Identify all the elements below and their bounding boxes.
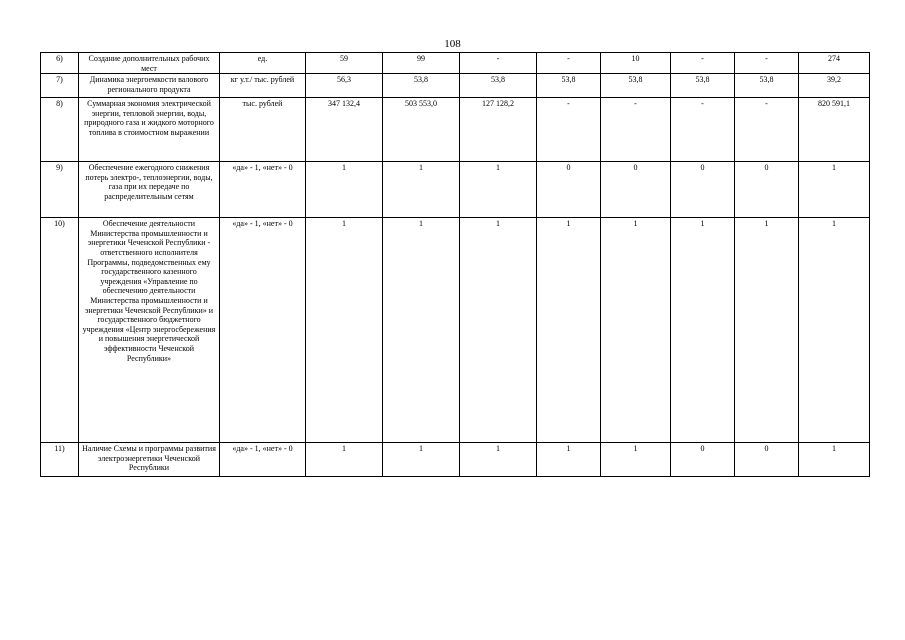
value-cell: 820 591,1: [799, 98, 870, 162]
table-row: [41, 53, 870, 74]
value-cell: 10: [601, 53, 671, 74]
row-number-cell: 8): [41, 98, 79, 162]
value-cell: 53,8: [601, 74, 671, 98]
value-cell: 1: [460, 162, 537, 218]
value-cell: 1: [671, 218, 735, 443]
value-cell: 1: [306, 443, 383, 477]
row-number-cell: 6): [41, 53, 79, 74]
row-number-cell: 10): [41, 218, 79, 443]
value-cell: 1: [601, 218, 671, 443]
value-cell: 503 553,0: [383, 98, 460, 162]
table-row: [41, 162, 870, 218]
value-cell: 1: [306, 162, 383, 218]
table-row: [41, 74, 870, 98]
value-cell: 1: [799, 443, 870, 477]
value-cell: -: [735, 53, 799, 74]
row-number-cell: 9): [41, 162, 79, 218]
value-cell: 1: [383, 443, 460, 477]
table-row: [41, 218, 870, 443]
value-cell: 127 128,2: [460, 98, 537, 162]
value-cell: -: [671, 98, 735, 162]
indicator-name-cell: Наличие Схемы и программы развития электроэнергетики Чеченской Республики: [79, 443, 220, 477]
row-number-cell: 11): [41, 443, 79, 477]
value-cell: 53,8: [460, 74, 537, 98]
value-cell: 53,8: [735, 74, 799, 98]
value-cell: 0: [601, 162, 671, 218]
table-row: [41, 98, 870, 162]
unit-cell: тыс. рублей: [220, 98, 306, 162]
value-cell: 1: [306, 218, 383, 443]
unit-cell: кг у.т./ тыс. рублей: [220, 74, 306, 98]
value-cell: 1: [383, 162, 460, 218]
value-cell: 1: [799, 218, 870, 443]
value-cell: 99: [383, 53, 460, 74]
unit-cell: «да» - 1, «нет» - 0: [220, 443, 306, 477]
row-number-cell: 7): [41, 74, 79, 98]
indicator-name-cell: Динамика энергоемкости валового регионального продукта: [79, 74, 220, 98]
value-cell: 1: [799, 162, 870, 218]
value-cell: 53,8: [383, 74, 460, 98]
indicator-name-cell: Обеспечение ежегодного снижения потерь электро-, теплоэнергии, воды, газа при их передаче по распределительным сетям: [79, 162, 220, 218]
value-cell: 274: [799, 53, 870, 74]
indicator-name-cell: Суммарная экономия электрической энергии, тепловой энергии, воды, природного газа и жидкого моторного топлива в стоимостном выражении: [79, 98, 220, 162]
value-cell: 1: [537, 443, 601, 477]
value-cell: 1: [460, 443, 537, 477]
value-cell: 39,2: [799, 74, 870, 98]
unit-cell: ед.: [220, 53, 306, 74]
value-cell: 0: [537, 162, 601, 218]
value-cell: 1: [460, 218, 537, 443]
value-cell: -: [601, 98, 671, 162]
value-cell: 59: [306, 53, 383, 74]
value-cell: 53,8: [671, 74, 735, 98]
table-row: [41, 443, 870, 477]
value-cell: -: [735, 98, 799, 162]
page-number: 108: [444, 38, 461, 50]
indicators-table: [40, 52, 870, 477]
value-cell: -: [671, 53, 735, 74]
indicator-name-cell: Создание дополнительных рабочих мест: [79, 53, 220, 74]
value-cell: 347 132,4: [306, 98, 383, 162]
value-cell: -: [460, 53, 537, 74]
value-cell: 56,3: [306, 74, 383, 98]
value-cell: 1: [383, 218, 460, 443]
unit-cell: «да» - 1, «нет» - 0: [220, 162, 306, 218]
value-cell: 0: [735, 162, 799, 218]
value-cell: 0: [735, 443, 799, 477]
value-cell: 0: [671, 162, 735, 218]
value-cell: -: [537, 53, 601, 74]
value-cell: 0: [671, 443, 735, 477]
value-cell: 1: [601, 443, 671, 477]
value-cell: 53,8: [537, 74, 601, 98]
value-cell: -: [537, 98, 601, 162]
value-cell: 1: [735, 218, 799, 443]
unit-cell: «да» - 1, «нет» - 0: [220, 218, 306, 443]
indicator-name-cell: Обеспечение деятельности Министерства промышленности и энергетики Чеченской Республики - ответственного исполнителя Программы, подведомственных ему государственного казенного учреждения «Управление по обеспечению деятельности Министерства промышленности и энергетики Чеченской Республики» и государственного бюджетного учреждения «Центр энергосбережения и повышения энергетической эффективности Чеченской Республики»: [79, 218, 220, 443]
value-cell: 1: [537, 218, 601, 443]
